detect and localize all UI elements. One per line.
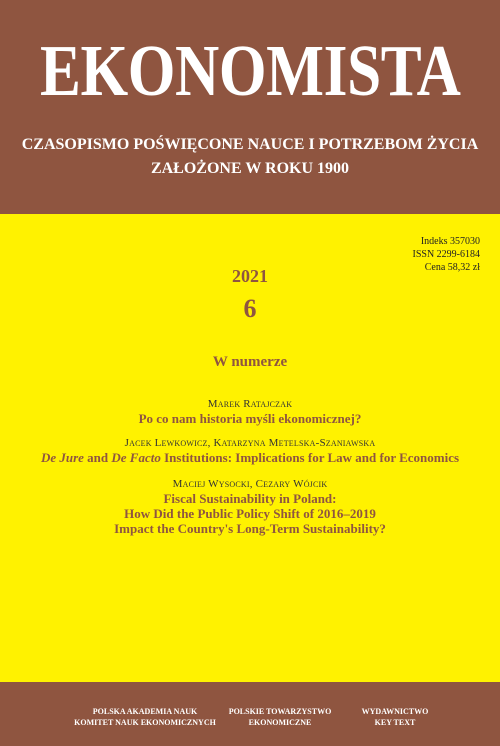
article-2 — [0, 436, 500, 465]
publisher-key-text-line1: WYDAWNICTWO — [361, 707, 429, 716]
issn-number: ISSN 2299-6184 — [412, 249, 480, 260]
article-title: Po co nam historia myśli ekonomicznej? — [138, 411, 362, 426]
article-title-line2: How Did the Public Policy Shift of 2016–2019 — [124, 506, 376, 521]
article-title-line1: Fiscal Sustainability in Poland: — [163, 491, 337, 506]
publisher-pte-line1: POLSKIE TOWARZYSTWO — [228, 707, 332, 716]
publisher-key-text-line2: KEY TEXT — [374, 718, 416, 727]
article-authors: Jacek Lewkowicz, Katarzyna Metelska-Szaniawska — [124, 437, 376, 449]
article-1 — [0, 397, 500, 426]
article-authors: Marek Ratajczak — [207, 398, 293, 410]
price: Cena 58,32 zł — [424, 262, 480, 273]
title-remainder: Institutions: Implications for Law and for Economics — [160, 450, 460, 465]
publisher-pan-line1: POLSKA AKADEMIA NAUK — [92, 707, 198, 716]
publisher-pte — [220, 706, 340, 728]
masthead-band — [0, 0, 500, 214]
publisher-key-text — [340, 706, 450, 728]
issue-number: 6 — [243, 294, 257, 323]
section-heading: W numerze — [212, 354, 288, 370]
journal-subtitle-line2: ZAŁOŻONE W ROKU 1900 — [150, 160, 350, 177]
index-number: Indeks 357030 — [420, 236, 480, 247]
publisher-pte-line2: EKONOMICZNE — [248, 718, 312, 727]
journal-subtitle-line1: CZASOPISMO POŚWIĘCONE NAUCE I POTRZEBOM ŻYCIA — [21, 136, 479, 153]
publisher-pan-line2: KOMITET NAUK EKONOMICZNYCH — [74, 718, 216, 727]
publishers-band — [0, 682, 500, 746]
article-title-line3: Impact the Country's Long-Term Sustainability? — [114, 521, 386, 536]
article-title — [0, 450, 500, 465]
title-italic-de-facto: De Facto — [111, 450, 161, 465]
publisher-pan — [70, 706, 220, 728]
article-authors: Maciej Wysocki, Cezary Wójcik — [172, 478, 328, 490]
title-italic-de-jure: De Jure — [40, 450, 84, 465]
title-connector: and — [83, 450, 112, 465]
issue-year: 2021 — [232, 266, 268, 286]
journal-title: EKONOMISTA — [40, 30, 461, 111]
article-3 — [0, 477, 500, 536]
